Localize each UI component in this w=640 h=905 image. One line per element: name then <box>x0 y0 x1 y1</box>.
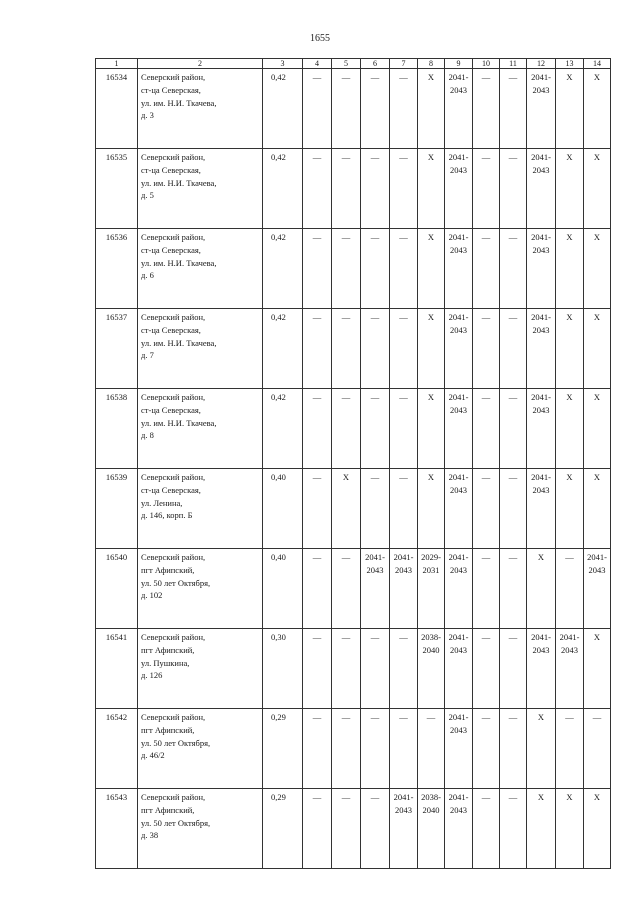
value-cell: 2041- 2043 <box>445 629 473 709</box>
address-line: ул. 50 лет Октября, <box>141 577 211 588</box>
value-cell: — <box>500 149 527 229</box>
address-line: д. 126 <box>141 670 163 681</box>
value-cell: — <box>303 789 332 869</box>
value-cell: — <box>500 469 527 549</box>
value-cell: — <box>500 549 527 629</box>
address-cell <box>138 389 263 469</box>
address-line: ст-ца Северская, <box>141 404 201 415</box>
address-line: Северский район, <box>141 792 206 802</box>
value-cell: — <box>332 69 361 149</box>
value-cell: — <box>390 709 418 789</box>
address-line: д. 146, корп. Б <box>141 510 193 521</box>
value-cell: X <box>584 469 611 549</box>
value-cell: — <box>390 229 418 309</box>
address-line: ул. 50 лет Октября, <box>141 737 211 748</box>
value-cell: — <box>473 469 500 549</box>
address-line: ст-ца Северская, <box>141 484 201 495</box>
address-line: ул. им. Н.И. Ткачева, <box>141 417 217 428</box>
value-cell: — <box>500 389 527 469</box>
value-cell: — <box>303 709 332 789</box>
value-cell: — <box>361 389 390 469</box>
value-cell: — <box>390 389 418 469</box>
value-cell: — <box>473 69 500 149</box>
column-number-cell: 12 <box>527 59 556 69</box>
value-cell: — <box>473 709 500 789</box>
value-cell: 2041- 2043 <box>445 469 473 549</box>
value-cell: — <box>361 69 390 149</box>
address-line: ул. 50 лет Октября, <box>141 817 211 828</box>
value-cell: X <box>418 229 445 309</box>
table-row <box>96 149 611 229</box>
address-line: ул. им. Н.И. Ткачева, <box>141 337 217 348</box>
value-cell: X <box>556 69 584 149</box>
value-cell: X <box>556 229 584 309</box>
address-line: ст-ца Северская, <box>141 84 201 95</box>
value-cell: X <box>418 389 445 469</box>
address-line: д. 7 <box>141 350 154 361</box>
address-line: д. 6 <box>141 270 154 281</box>
value-cell: 2041- 2043 <box>390 789 418 869</box>
value-cell: 2041- 2043 <box>527 229 556 309</box>
address-line: ул. Пушкина, <box>141 657 190 668</box>
area-cell: 0,42 <box>263 309 303 389</box>
value-cell: — <box>332 709 361 789</box>
value-cell: — <box>418 709 445 789</box>
value-cell: X <box>584 309 611 389</box>
address-line: Северский район, <box>141 472 206 482</box>
column-number-cell: 11 <box>500 59 527 69</box>
column-number-cell: 5 <box>332 59 361 69</box>
value-cell: — <box>500 709 527 789</box>
value-cell: 2029- 2031 <box>418 549 445 629</box>
value-cell: — <box>390 309 418 389</box>
value-cell: — <box>332 229 361 309</box>
value-cell: X <box>527 709 556 789</box>
row-id-cell: 16537 <box>96 309 138 389</box>
value-cell: — <box>556 709 584 789</box>
table-row <box>96 229 611 309</box>
table-row <box>96 469 611 549</box>
column-number-cell: 13 <box>556 59 584 69</box>
column-number-row <box>96 59 611 69</box>
area-cell: 0,29 <box>263 709 303 789</box>
value-cell: — <box>584 709 611 789</box>
table-row <box>96 789 611 869</box>
value-cell: X <box>556 789 584 869</box>
value-cell: — <box>473 229 500 309</box>
value-cell: — <box>332 389 361 469</box>
area-cell: 0,42 <box>263 389 303 469</box>
value-cell: X <box>332 469 361 549</box>
value-cell: — <box>361 789 390 869</box>
area-cell: 0,42 <box>263 149 303 229</box>
value-cell: 2038- 2040 <box>418 629 445 709</box>
value-cell: 2041- 2043 <box>527 389 556 469</box>
column-number-cell: 10 <box>473 59 500 69</box>
address-line: Северский район, <box>141 312 206 322</box>
row-id-cell: 16539 <box>96 469 138 549</box>
area-cell: 0,42 <box>263 229 303 309</box>
area-cell: 0,42 <box>263 69 303 149</box>
value-cell: — <box>473 309 500 389</box>
address-line: Северский район, <box>141 392 206 402</box>
value-cell: — <box>303 229 332 309</box>
value-cell: — <box>361 629 390 709</box>
column-number-cell: 2 <box>138 59 263 69</box>
value-cell: X <box>556 389 584 469</box>
value-cell: — <box>332 789 361 869</box>
value-cell: 2041- 2043 <box>445 549 473 629</box>
address-line: Северский район, <box>141 232 206 242</box>
value-cell: — <box>390 69 418 149</box>
value-cell: — <box>303 69 332 149</box>
address-line: д. 102 <box>141 590 163 601</box>
address-line: ст-ца Северская, <box>141 244 201 255</box>
address-line: пгт Афипский, <box>141 804 195 815</box>
address-cell <box>138 309 263 389</box>
address-line: ул. Ленина, <box>141 497 183 508</box>
value-cell: X <box>584 229 611 309</box>
row-id-cell: 16535 <box>96 149 138 229</box>
value-cell: 2041- 2043 <box>527 469 556 549</box>
value-cell: — <box>361 469 390 549</box>
value-cell: X <box>418 69 445 149</box>
column-number-cell: 7 <box>390 59 418 69</box>
value-cell: — <box>500 629 527 709</box>
row-id-cell: 16534 <box>96 69 138 149</box>
column-number-cell: 3 <box>263 59 303 69</box>
value-cell: — <box>556 549 584 629</box>
value-cell: — <box>500 309 527 389</box>
address-cell <box>138 469 263 549</box>
column-number-cell: 6 <box>361 59 390 69</box>
table-row <box>96 389 611 469</box>
value-cell: 2041- 2043 <box>445 709 473 789</box>
address-line: ст-ца Северская, <box>141 164 201 175</box>
value-cell: — <box>390 469 418 549</box>
address-line: д. 38 <box>141 830 159 841</box>
value-cell: — <box>303 389 332 469</box>
row-id-cell: 16540 <box>96 549 138 629</box>
address-line: д. 8 <box>141 430 154 441</box>
address-line: д. 3 <box>141 110 154 121</box>
row-id-cell: 16536 <box>96 229 138 309</box>
value-cell: X <box>556 149 584 229</box>
value-cell: — <box>390 149 418 229</box>
page-number: 1655 <box>310 33 330 44</box>
address-line: ул. им. Н.И. Ткачева, <box>141 257 217 268</box>
value-cell: 2038- 2040 <box>418 789 445 869</box>
address-line: ул. им. Н.И. Ткачева, <box>141 97 217 108</box>
value-cell: — <box>303 309 332 389</box>
column-number-cell: 14 <box>584 59 611 69</box>
value-cell: 2041- 2043 <box>527 629 556 709</box>
value-cell: — <box>332 549 361 629</box>
value-cell: X <box>556 309 584 389</box>
value-cell: X <box>418 469 445 549</box>
address-cell <box>138 549 263 629</box>
address-line: пгт Афипский, <box>141 724 195 735</box>
address-line: Северский район, <box>141 552 206 562</box>
address-line: Северский район, <box>141 712 206 722</box>
value-cell: X <box>584 69 611 149</box>
address-line: Северский район, <box>141 632 206 642</box>
table-row <box>96 309 611 389</box>
value-cell: 2041- 2043 <box>584 549 611 629</box>
value-cell: — <box>473 149 500 229</box>
value-cell: X <box>527 789 556 869</box>
row-id-cell: 16543 <box>96 789 138 869</box>
column-number-cell: 1 <box>96 59 138 69</box>
value-cell: — <box>473 389 500 469</box>
value-cell: 2041- 2043 <box>527 69 556 149</box>
area-cell: 0,40 <box>263 549 303 629</box>
value-cell: 2041- 2043 <box>527 149 556 229</box>
address-cell <box>138 149 263 229</box>
value-cell: — <box>500 69 527 149</box>
table-row <box>96 629 611 709</box>
area-cell: 0,40 <box>263 469 303 549</box>
value-cell: — <box>500 789 527 869</box>
column-number-cell: 9 <box>445 59 473 69</box>
value-cell: X <box>556 469 584 549</box>
value-cell: — <box>473 789 500 869</box>
value-cell: X <box>584 789 611 869</box>
value-cell: 2041- 2043 <box>445 149 473 229</box>
table-row <box>96 549 611 629</box>
value-cell: 2041- 2043 <box>361 549 390 629</box>
value-cell: 2041- 2043 <box>445 389 473 469</box>
value-cell: — <box>361 709 390 789</box>
column-number-cell: 4 <box>303 59 332 69</box>
address-line: ст-ца Северская, <box>141 324 201 335</box>
value-cell: 2041- 2043 <box>445 69 473 149</box>
value-cell: 2041- 2043 <box>445 309 473 389</box>
value-cell: X <box>418 309 445 389</box>
value-cell: X <box>584 149 611 229</box>
table-row <box>96 709 611 789</box>
address-line: д. 46/2 <box>141 750 165 761</box>
value-cell: X <box>584 389 611 469</box>
value-cell: — <box>390 629 418 709</box>
address-line: пгт Афипский, <box>141 644 195 655</box>
value-cell: — <box>303 629 332 709</box>
row-id-cell: 16538 <box>96 389 138 469</box>
value-cell: 2041- 2043 <box>527 309 556 389</box>
area-cell: 0,30 <box>263 629 303 709</box>
value-cell: — <box>303 149 332 229</box>
value-cell: X <box>527 549 556 629</box>
address-line: ул. им. Н.И. Ткачева, <box>141 177 217 188</box>
value-cell: — <box>361 309 390 389</box>
value-cell: 2041- 2043 <box>445 789 473 869</box>
housing-registry-table <box>95 58 611 869</box>
address-cell <box>138 229 263 309</box>
value-cell: — <box>500 229 527 309</box>
value-cell: 2041- 2043 <box>556 629 584 709</box>
value-cell: — <box>361 149 390 229</box>
value-cell: — <box>332 309 361 389</box>
address-cell <box>138 629 263 709</box>
address-line: Северский район, <box>141 72 206 82</box>
row-id-cell: 16542 <box>96 709 138 789</box>
table-row <box>96 69 611 149</box>
value-cell: — <box>303 469 332 549</box>
value-cell: — <box>473 549 500 629</box>
area-cell: 0,29 <box>263 789 303 869</box>
value-cell: 2041- 2043 <box>390 549 418 629</box>
value-cell: — <box>332 149 361 229</box>
address-line: Северский район, <box>141 152 206 162</box>
value-cell: 2041- 2043 <box>445 229 473 309</box>
value-cell: — <box>473 629 500 709</box>
value-cell: — <box>332 629 361 709</box>
column-number-cell: 8 <box>418 59 445 69</box>
address-line: пгт Афипский, <box>141 564 195 575</box>
address-cell <box>138 789 263 869</box>
address-cell <box>138 69 263 149</box>
value-cell: X <box>584 629 611 709</box>
row-id-cell: 16541 <box>96 629 138 709</box>
address-cell <box>138 709 263 789</box>
address-line: д. 5 <box>141 190 154 201</box>
value-cell: — <box>361 229 390 309</box>
value-cell: X <box>418 149 445 229</box>
value-cell: — <box>303 549 332 629</box>
